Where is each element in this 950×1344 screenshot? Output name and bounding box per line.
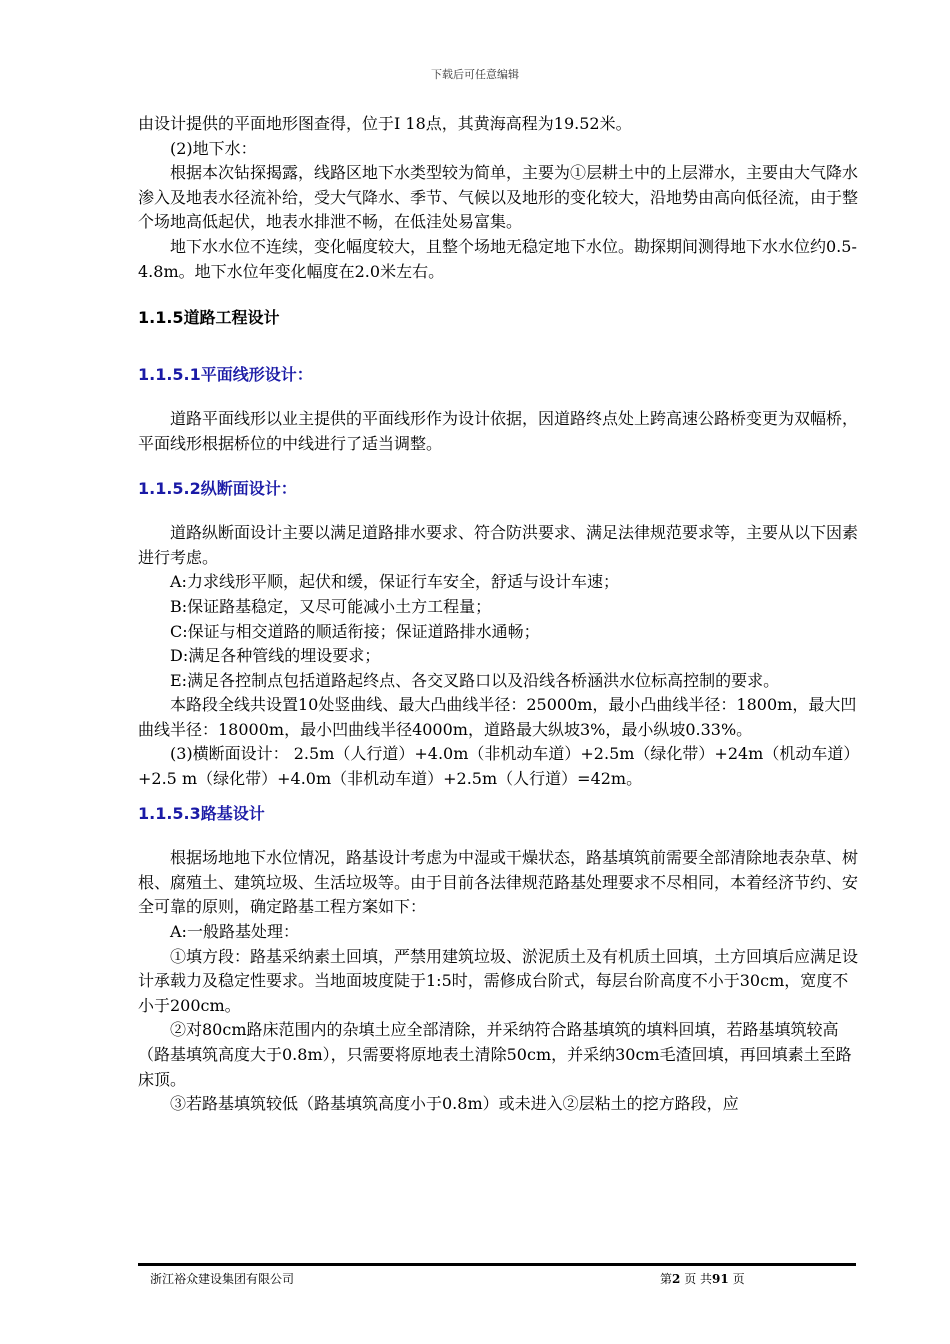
paragraph: 根据场地地下水位情况，路基设计考虑为中湿或干燥状态，路基填筑前需要全部清除地表杂草、树根、腐殖土、建筑垃圾、生活垃圾等。由于目前各法律规范路基处理要求不尽相同，本着经济节约、安全可靠的原则，确定路基工程方案如下： — [138, 848, 859, 917]
paragraph: ③若路基填筑较低（路基填筑高度小于0.8m）或未进入②层粘土的挖方路段，应 — [170, 1094, 739, 1114]
paragraph: (2)地下水： — [170, 138, 257, 158]
page-mid: 页 共 — [684, 1272, 713, 1286]
page-prefix: 第 — [660, 1272, 673, 1286]
section-heading: 1.1.5.3路基设计 — [138, 803, 265, 823]
page-current: 2 — [672, 1272, 681, 1286]
page-total: 91 — [712, 1272, 729, 1286]
footer-page-number — [660, 1270, 745, 1287]
section-heading: 1.1.5.2纵断面设计： — [138, 478, 297, 498]
list-item: D:满足各种管线的埋设要求； — [170, 646, 381, 666]
paragraph: ①填方段：路基采纳素土回填，严禁用建筑垃圾、淤泥质土及有机质土回填，土方回填后应满足设计承载力及稳定性要求。当地面坡度陡于1:5时，需修成台阶式，每层台阶高度不小于30cm，宽度不小于200cm。 — [138, 946, 859, 1015]
footer-divider — [138, 1263, 856, 1266]
paragraph: 由设计提供的平面地形图查得，位于Ⅰ 18点，其黄海高程为19.52米。 — [138, 114, 632, 133]
paragraph: 道路平面线形以业主提供的平面线形作为设计依据，因道路终点处上跨高速公路桥变更为双幅桥，平面线形根据桥位的中线进行了适当调整。 — [138, 409, 859, 453]
list-item: C:保证与相交道路的顺适衔接；保证道路排水通畅； — [170, 621, 540, 641]
list-item: E:满足各控制点包括道路起终点、各交叉路口以及沿线各桥涵洪水位标高控制的要求。 — [170, 670, 780, 690]
list-item: B:保证路基稳定，又尽可能减小土方工程量； — [170, 596, 492, 616]
paragraph: 根据本次钻探揭露，线路区地下水类型较为简单，主要为①层耕土中的上层滞水，主要由大气降水渗入及地表水径流补给，受大气降水、季节、气候以及地形的变化较大，沿地势由高向低径流，由于整个场地高低起伏，地表水排泄不畅，在低洼处易富集。 — [138, 163, 859, 232]
paragraph: 道路纵断面设计主要以满足道路排水要求、符合防洪要求、满足法律规范要求等，主要从以下因素进行考虑。 — [138, 523, 859, 567]
paragraph: 本路段全线共设置10处竖曲线、最大凸曲线半径：25000m，最小凸曲线半径：1800m，最大凹曲线半径：18000m，最小凹曲线半径4000m，道路最大纵坡3%，最小纵坡0.33%。 — [138, 695, 857, 739]
document-body — [138, 112, 863, 1117]
paragraph: ②对80cm路床范围内的杂填土应全部清除，并采纳符合路基填筑的填料回填，若路基填筑较高（路基填筑高度大于0.8m），只需要将原地表土清除50cm，并采纳30cm毛渣回填，再回填素土至路床顶。 — [138, 1020, 852, 1089]
section-heading: 1.1.5道路工程设计 — [138, 308, 280, 328]
paragraph: 地下水水位不连续，变化幅度较大，且整个场地无稳定地下水位。勘探期间测得地下水水位约0.5-4.8m。地下水位年变化幅度在2.0米左右。 — [138, 236, 857, 281]
paragraph: (3)横断面设计： 2.5m（人行道）+4.0m（非机动车道）+2.5m（绿化带）+24m（机动车道）+2.5 m（绿化带）+4.0m（非机动车道）+2.5m（人行道）=42m。 — [138, 744, 860, 789]
paragraph: A:一般路基处理： — [170, 922, 299, 942]
list-item: A:力求线形平顺，起伏和缓，保证行车安全，舒适与设计车速； — [170, 572, 619, 592]
section-heading: 1.1.5.1平面线形设计： — [138, 364, 313, 384]
page-header: 下载后可任意编辑 — [431, 68, 519, 81]
page-suffix: 页 — [732, 1272, 745, 1286]
footer-company: 浙江裕众建设集团有限公司 — [150, 1272, 295, 1286]
